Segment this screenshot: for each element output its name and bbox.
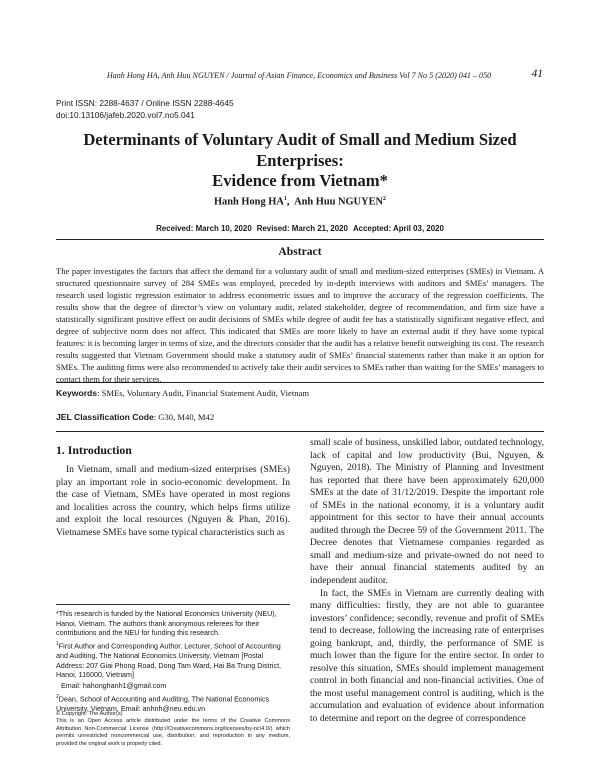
jel-text: : G30, M40, M42	[153, 412, 215, 422]
divider-top	[56, 239, 544, 240]
author-1-mark: 1	[283, 196, 287, 202]
page-number: 41	[531, 68, 543, 80]
jel-codes	[56, 412, 544, 422]
copyright-notice	[56, 711, 290, 748]
keywords	[56, 388, 544, 398]
intro-paragraph-1: In Vietnam, small and medium-sized enterprises (SMEs) play an important role in socio-economic development. In the case of Vietnam, SMEs have operated in most regions and localities across the country, which helps firms utilize and exploit the local resources (Nguyen & Phan, 2016). Vietnamese SMEs have some typical characteristics such as	[56, 464, 290, 538]
keywords-text: : SMEs, Voluntary Audit, Financial Statement Audit, Vietnam	[97, 388, 310, 398]
doi-line: doi:10.13106/jafeb.2020.vol7.no5.041	[56, 109, 195, 120]
footnote-2-text: Dean, School of Accounting and Auditing, The National Economics University, Vietnam, Email: anhnh@neu.edu.vn	[56, 695, 270, 713]
footnote-1-mark: 1	[56, 640, 59, 647]
footnote-1-text: First Author and Corresponding Author. Lecturer, School of Accounting and Auditing, The National Economics University, Vietnam [Postal Address: 207 Giai Phong Road, Dong Tam Ward, Hai Ba Trung District, Hanoi, 116000, Vietnam]	[56, 642, 282, 680]
divider-body-start	[56, 431, 544, 432]
intro-right-column	[310, 437, 544, 726]
accepted-date: Accepted: April 03, 2020	[352, 224, 444, 233]
running-header: Hanh Hong HA, Anh Huu NGUYEN / Journal of Asian Finance, Economics and Business Vol 7 No 5 (2020) 041 – 050	[106, 71, 492, 80]
license-text: This is an Open Access article distributed under the terms of the Creative Commons Attribution Non-Commercial License (http://Creativecommons.org/licenses/by-nc/4.0/) which permits unrestricted noncommercial use, distribution, and reproduction in any medium, provided the original work is properly cited.	[56, 718, 290, 747]
intro-paragraph-2: small scale of business, unskilled labor, outdated technology, lack of capital and low productivity (Bui, Nguyen, & Nguyen, 2018). The Ministry of Planning and Investment has reported that there have been approximately 620,000 SMEs at the date of 31/12/2019. Despite the important role of SMEs in the national economy, it is a voluntary audit appointment for this sector to have their annual accounts audited through the Decree 59 of the Government 2011. The Decree denotes that Vietnamese companies regarded as small and medium-size and private-owned do not need to have their annual financial statements audited by an independent auditor.	[310, 437, 544, 587]
keywords-label: Keywords	[56, 388, 98, 398]
author-list	[0, 196, 600, 207]
copyright-line: © Copyright: The Author(s)	[56, 711, 123, 717]
author-2: Anh Huu NGUYEN	[294, 196, 384, 208]
issn-line: Print ISSN: 2288-4637 / Online ISSN 2288-4645	[56, 98, 234, 108]
paper-title	[56, 130, 544, 192]
received-date: Received: March 10, 2020	[156, 224, 252, 233]
revised-date: Revised: March 21, 2020	[256, 224, 348, 233]
intro-heading: 1. Introduction	[56, 443, 132, 457]
author-2-mark: 2	[383, 196, 387, 202]
abstract-heading: Abstract	[278, 245, 322, 258]
intro-paragraph-3: In fact, the SMEs in Vietnam are currently dealing with many difficulties: firstly, they are not able to guarantee investors’ confidence; secondly, revenue and profit of SMEs tend to decrease, following the increasing rate of enterprises going bankrupt, and, thirdly, the performance of SME is much lower than the figure for the entire sector. In order to resolve this situation, SMEs should implement management control in both financial and non-financial activities. One of the most useful management control is auditing, which is the accumulation and evaluation of evidence about information to determine and report on the degree of correspondence	[310, 587, 544, 725]
author-1: Hanh Hong HA	[213, 196, 284, 208]
title-line-1: Determinants of Voluntary Audit of Small and Medium Sized Enterprises:	[83, 130, 517, 170]
intro-left-column	[56, 464, 290, 539]
submission-dates	[0, 224, 600, 233]
footnote-funding: *This research is funded by the National Economics University (NEU), Hanoi, Vietnam. The authors thank anonymous referees for their contributions and the NEU for funding this research.	[56, 610, 277, 638]
issn-block	[56, 98, 234, 121]
title-line-2: Evidence from Vietnam*	[212, 171, 388, 190]
divider-abstract-end	[56, 382, 544, 383]
footnote-author-1	[56, 640, 290, 681]
footnote-2-mark: 2	[56, 693, 59, 700]
footnotes	[56, 610, 290, 715]
footnote-1-email: Email: hahonghanh1@gmail.com	[61, 681, 167, 690]
abstract-text: The paper investigates the factors that affect the demand for a voluntary audit of small and medium-sized enterprises (SMEs) in Vietnam. A structured questionnaire survey of 284 SMEs was employed, preceded by in-depth interviews with auditors and SMEs’ managers. The research used logistic regression estimator to address econometric issues and to improve the accuracy of the regression coefficients. The results show that the degree of director’s view on voluntary audit, related stakeholder, degree of recommendation, and firm size have a statistically significant positive effect on audit decisions of SMEs while degree of audit fee has a statistically significant negative effect, and degree of subjective norm does not affect. This indicated that SMEs are more likely to have an external audit if they have some typical features: it is becoming larger in terms of size, and the directors consider that the audit has a relative benefit outweighing its cost. The research results suggested that Vietnam Government should make a statutory audit of SMEs’ financial statements rather than make it an option for SMEs. The auditing firms were also recommended to actively take their audit services to SMEs rather than waiting for the SMEs’ managers to contact them for their services.	[56, 266, 544, 384]
author-separator: ,	[286, 196, 295, 208]
jel-label: JEL Classification Code	[56, 412, 154, 422]
footnote-rule	[56, 604, 290, 605]
